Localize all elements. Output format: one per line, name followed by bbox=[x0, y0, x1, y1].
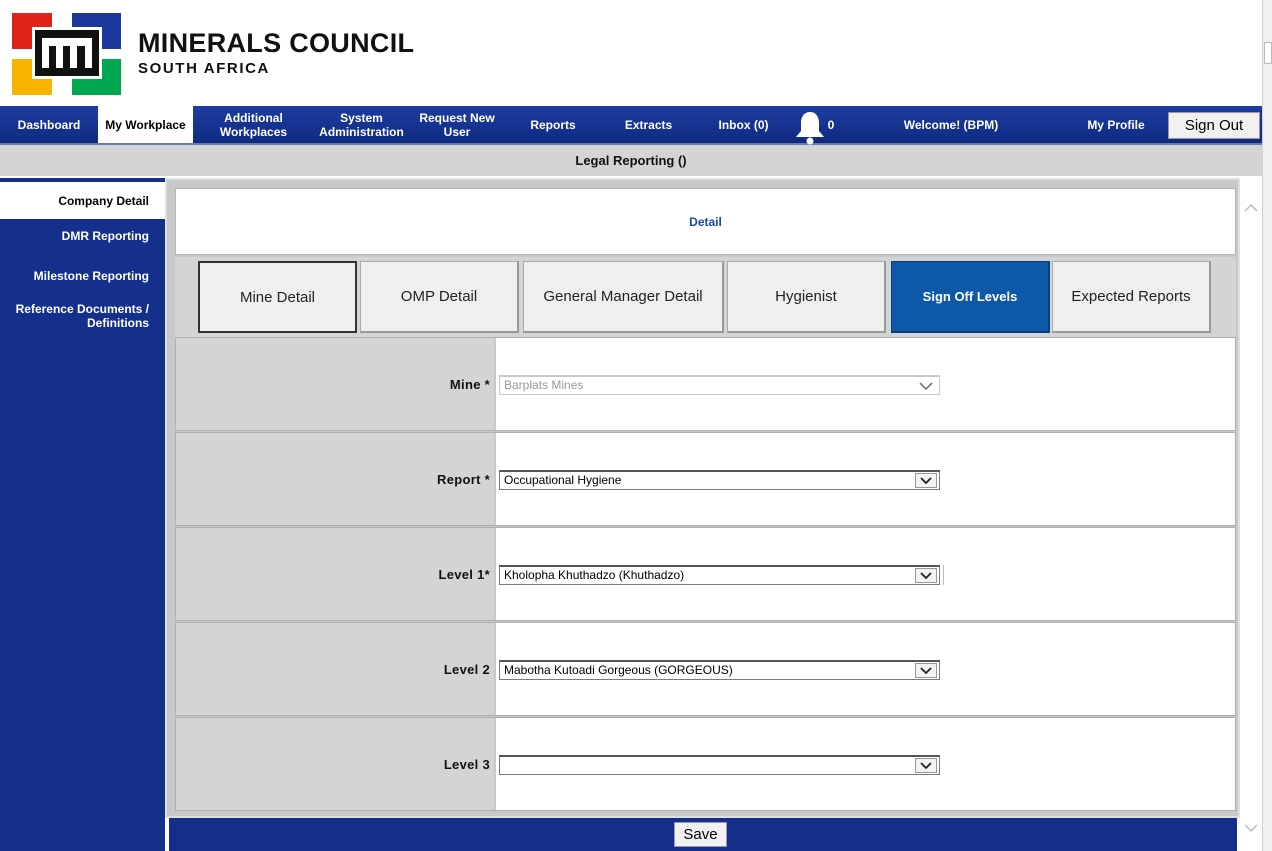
sidebar-item-milestone-reporting[interactable]: Milestone Reporting bbox=[33, 269, 149, 283]
form-row-level-2 bbox=[175, 622, 1236, 716]
form-row-level-3 bbox=[175, 717, 1236, 811]
nav-my-profile[interactable]: My Profile bbox=[1087, 117, 1145, 132]
notification-count: 0 bbox=[827, 117, 835, 132]
mine-select[interactable] bbox=[499, 375, 940, 395]
scroll-down-icon[interactable] bbox=[1243, 821, 1259, 835]
content-scrollbar[interactable] bbox=[1240, 180, 1262, 851]
chevron-down-icon bbox=[915, 378, 937, 393]
sidebar-item-dmr-reporting[interactable]: DMR Reporting bbox=[61, 229, 149, 243]
level-1-field-cell bbox=[494, 528, 1235, 620]
site-header bbox=[0, 0, 1262, 106]
sidebar-item-company-detail[interactable]: Company Detail bbox=[0, 182, 165, 219]
field-divider bbox=[943, 565, 944, 585]
tab-hygienist[interactable]: Hygienist bbox=[727, 261, 886, 333]
nav-dashboard[interactable]: Dashboard bbox=[17, 117, 81, 132]
brand-title: MINERALS COUNCIL bbox=[138, 28, 415, 58]
scroll-up-icon[interactable] bbox=[1243, 200, 1259, 214]
nav-request-new-user[interactable]: Request New User bbox=[419, 110, 495, 139]
form-row-level-1 bbox=[175, 527, 1236, 621]
chevron-down-icon bbox=[915, 758, 937, 773]
bell-icon[interactable] bbox=[793, 109, 827, 145]
tab-mine-detail[interactable]: Mine Detail bbox=[198, 261, 357, 333]
report-field-cell bbox=[494, 433, 1235, 525]
nav-additional-workplaces[interactable]: Additional Workplaces bbox=[219, 110, 288, 139]
minerals-council-logo bbox=[12, 13, 121, 95]
tab-omp-detail[interactable]: OMP Detail bbox=[360, 261, 519, 333]
brand-subtitle: SOUTH AFRICA bbox=[138, 60, 270, 77]
level-1-select[interactable] bbox=[499, 565, 940, 585]
report-label: Report * bbox=[437, 471, 490, 487]
window-scroll-thumb[interactable] bbox=[1264, 42, 1272, 64]
main-navigation bbox=[0, 106, 1262, 145]
level-3-field-cell bbox=[494, 718, 1235, 810]
level-3-label: Level 3 bbox=[443, 756, 490, 772]
welcome-user: Welcome! (BPM) bbox=[903, 117, 999, 132]
nav-extracts[interactable]: Extracts bbox=[624, 117, 673, 132]
chevron-down-icon bbox=[915, 473, 937, 488]
nav-my-workplace[interactable]: My Workplace bbox=[98, 106, 193, 143]
nav-system-administration[interactable]: System Administration bbox=[319, 110, 404, 139]
form-row-mine bbox=[175, 337, 1236, 431]
mine-select-value: Barplats Mines bbox=[504, 378, 584, 392]
level-1-label: Level 1* bbox=[438, 566, 490, 582]
mine-label: Mine * bbox=[449, 376, 490, 392]
form-row-report bbox=[175, 432, 1236, 526]
save-button[interactable]: Save bbox=[674, 822, 727, 847]
mine-field-cell bbox=[494, 338, 1235, 430]
report-select[interactable] bbox=[499, 470, 940, 490]
tab-expected-reports[interactable]: Expected Reports bbox=[1052, 261, 1211, 333]
browser-scroll-strip bbox=[1262, 0, 1272, 851]
tab-general-manager-detail[interactable]: General Manager Detail bbox=[523, 261, 724, 333]
chevron-down-icon bbox=[915, 663, 937, 678]
level-2-label: Level 2 bbox=[443, 661, 490, 677]
sidebar-item-reference-documents[interactable]: Reference Documents / Definitions bbox=[15, 302, 149, 330]
level-3-select[interactable] bbox=[499, 755, 940, 775]
level-2-select-value: Mabotha Kutoadi Gorgeous (GORGEOUS) bbox=[504, 663, 733, 677]
nav-reports[interactable]: Reports bbox=[530, 117, 576, 132]
level-2-select[interactable] bbox=[499, 660, 940, 680]
sign-out-button[interactable]: Sign Out bbox=[1168, 112, 1260, 139]
chevron-down-icon bbox=[915, 568, 937, 583]
level-2-field-cell bbox=[494, 623, 1235, 715]
level-1-select-value: Kholopha Khuthadzo (Khuthadzo) bbox=[504, 568, 685, 582]
page-title: Legal Reporting () bbox=[0, 145, 1262, 178]
nav-inbox[interactable]: Inbox (0) bbox=[718, 117, 769, 132]
report-select-value: Occupational Hygiene bbox=[504, 473, 622, 487]
brand-wordmark bbox=[138, 29, 414, 77]
detail-tabs bbox=[175, 257, 1236, 337]
tab-sign-off-levels[interactable]: Sign Off Levels bbox=[891, 261, 1050, 333]
sidebar bbox=[0, 178, 165, 851]
detail-heading: Detail bbox=[175, 188, 1236, 255]
content-panel bbox=[165, 178, 1240, 818]
